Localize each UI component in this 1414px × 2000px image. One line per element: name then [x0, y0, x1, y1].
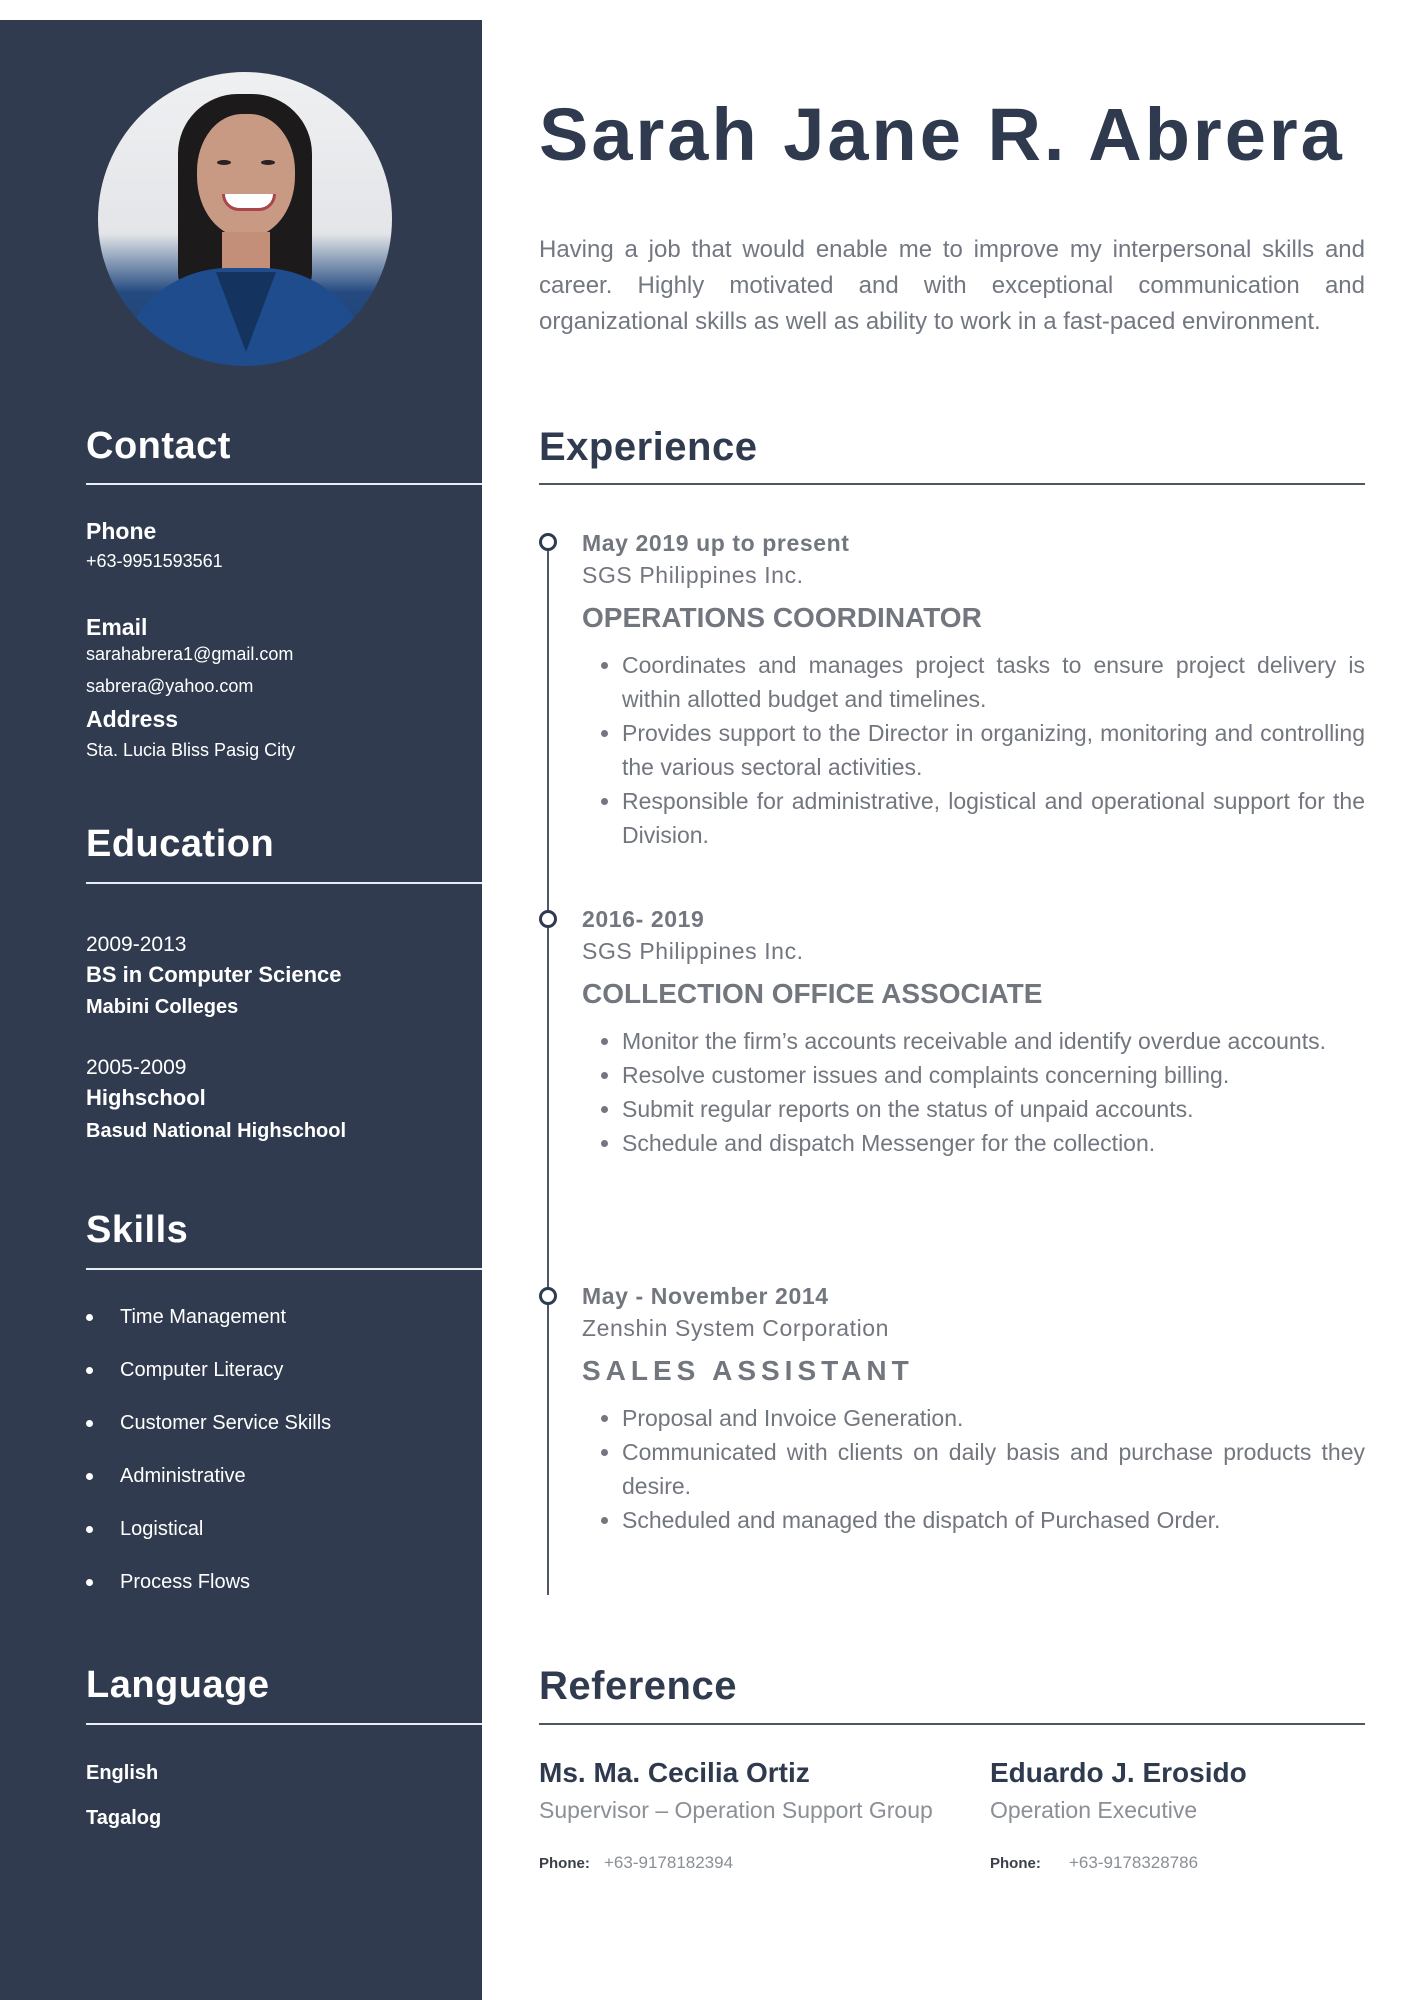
job-duty: • Proposal and Invoice Generation. — [622, 1401, 1365, 1435]
profile-photo — [98, 72, 392, 366]
job-duty: • Provides support to the Director in organizing, monitoring and controlling the various sectoral activities. — [622, 716, 1365, 784]
job-date: May - November 2014 — [582, 1283, 829, 1309]
job-duty: • Coordinates and manages project tasks to ensure project delivery is within allotted budget and timelines. — [622, 648, 1365, 716]
experience-divider — [539, 483, 1365, 485]
reference-name: Eduardo J. Erosido — [990, 1757, 1247, 1788]
job-duty: • Monitor the firm’s accounts receivable and identify overdue accounts. — [622, 1024, 1365, 1058]
skill-item: Logistical — [86, 1518, 203, 1541]
reference-phone — [990, 1853, 1414, 1873]
timeline-node — [539, 910, 557, 928]
contact-heading: Contact — [86, 425, 231, 467]
timeline-node — [539, 1287, 557, 1305]
email-value-1: sarahabrera1@gmail.com — [86, 644, 294, 664]
candidate-name: Sarah Jane R. Abrera — [539, 93, 1345, 176]
reference-phone-number: +63-9178182394 — [604, 1853, 734, 1872]
contact-divider — [86, 483, 482, 485]
reference-phone-label: Phone: — [990, 1855, 1041, 1872]
language-item: Tagalog — [86, 1807, 162, 1829]
job-duty: • Communicated with clients on daily basis and purchase products they desire. — [622, 1435, 1365, 1503]
profile-summary: Having a job that would enable me to improve my interpersonal skills and career. Highly motivated and with exceptional communication and organizational skills as well as ability to work in a fast-paced environment. — [539, 236, 1365, 335]
education-degree: Highschool — [86, 1085, 206, 1110]
language-divider — [86, 1723, 482, 1725]
reference-name: Ms. Ma. Cecilia Ortiz — [539, 1757, 810, 1788]
job-date: 2016- 2019 — [582, 906, 705, 932]
reference-role: Supervisor – Operation Support Group — [539, 1797, 933, 1823]
education-years: 2005-2009 — [86, 1056, 187, 1079]
education-divider — [86, 882, 482, 884]
reference-role: Operation Executive — [990, 1797, 1198, 1823]
email-value-2: sabrera@yahoo.com — [86, 676, 254, 696]
job-company: SGS Philippines Inc. — [582, 562, 804, 588]
email-label: Email — [86, 614, 148, 640]
job-title: COLLECTION OFFICE ASSOCIATE — [582, 978, 1043, 1009]
job-duty: • Schedule and dispatch Messenger for the collection. — [622, 1126, 1365, 1160]
education-heading: Education — [86, 823, 275, 865]
job-duty: • Resolve customer issues and complaints concerning billing. — [622, 1058, 1365, 1092]
job-duties — [582, 1024, 1365, 1160]
job-title: OPERATIONS COORDINATOR — [582, 602, 982, 633]
job-duties — [582, 648, 1365, 852]
reference-heading: Reference — [539, 1664, 737, 1708]
education-degree: BS in Computer Science — [86, 962, 342, 987]
skill-item: Process Flows — [86, 1571, 250, 1594]
address-value: Sta. Lucia Bliss Pasig City — [86, 740, 296, 760]
education-school: Mabini Colleges — [86, 996, 239, 1018]
education-years: 2009-2013 — [86, 933, 187, 956]
education-school: Basud National Highschool — [86, 1120, 347, 1142]
skill-item: Administrative — [86, 1465, 246, 1488]
address-label: Address — [86, 706, 179, 732]
skills-divider — [86, 1268, 482, 1270]
job-entry — [582, 906, 1365, 1160]
reference-phone-label: Phone: — [539, 1855, 590, 1872]
phone-label: Phone — [86, 518, 157, 544]
skill-item: Time Management — [86, 1306, 286, 1329]
job-entry — [582, 530, 1365, 852]
phone-value: +63-9951593561 — [86, 551, 223, 571]
job-duty: • Submit regular reports on the status of unpaid accounts. — [622, 1092, 1365, 1126]
experience-heading: Experience — [539, 425, 758, 469]
skills-heading: Skills — [86, 1209, 189, 1251]
job-duties — [582, 1401, 1365, 1537]
language-item: English — [86, 1762, 159, 1784]
job-company: Zenshin System Corporation — [582, 1315, 890, 1341]
job-entry — [582, 1283, 1365, 1537]
timeline-node — [539, 533, 557, 551]
reference-divider — [539, 1723, 1365, 1725]
skill-item: Computer Literacy — [86, 1359, 283, 1382]
language-heading: Language — [86, 1664, 270, 1706]
reference-phone — [539, 1853, 979, 1873]
reference-card — [539, 1757, 979, 1873]
reference-card — [990, 1757, 1414, 1873]
job-date: May 2019 up to present — [582, 530, 850, 556]
skill-item: Customer Service Skills — [86, 1412, 331, 1435]
job-duty: • Scheduled and managed the dispatch of Purchased Order. — [622, 1503, 1365, 1537]
job-title: SALES ASSISTANT — [582, 1355, 914, 1386]
job-company: SGS Philippines Inc. — [582, 938, 804, 964]
timeline-line — [547, 540, 549, 1595]
job-duty: • Responsible for administrative, logistical and operational support for the Division. — [622, 784, 1365, 852]
reference-phone-number: +63-9178328786 — [1069, 1853, 1199, 1872]
